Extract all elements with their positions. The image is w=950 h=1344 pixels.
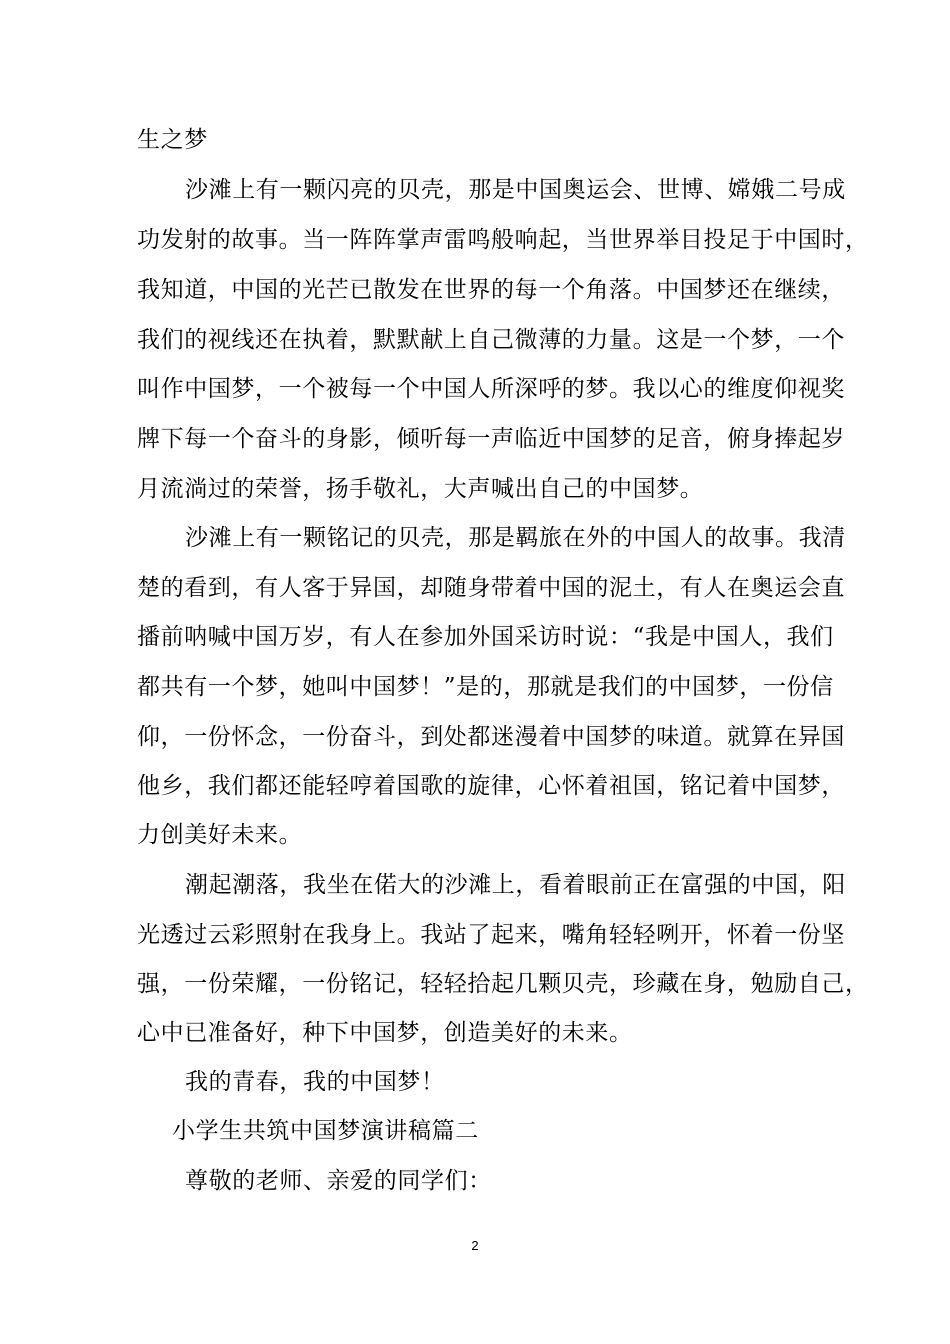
text-line: 力创美好未来。 [137,822,303,848]
text-line: 月流淌过的荣誉，扬手敬礼，大声喊出自己的中国梦。 [137,476,704,502]
text-line: 播前呐喊中国万岁，有人在参加外国采访时说：“我是中国人，我们 [137,624,834,650]
text-line: 光透过云彩照射在我身上。我站了起来，嘴角轻轻咧开，怀着一份坚 [137,922,845,948]
page-number: 2 [471,1238,479,1253]
text-line: 楚的看到，有人客于异国，却随身带着中国的泥土，有人在奥运会直 [137,575,845,601]
text-line: 叫作中国梦，一个被每一个中国人所深呼的梦。我以心的维度仰视奖 [137,376,845,402]
text-line: 他乡，我们都还能轻哼着国歌的旋律，心怀着祖国，铭记着中国梦， [137,773,845,799]
text-line: 沙滩上有一颗铭记的贝壳，那是羁旅在外的中国人的故事。我清 [185,525,846,551]
text-line: 功发射的故事。当一阵阵掌声雷鸣般响起，当世界举目投足于中国时， [137,227,869,253]
text-line: 我的青春，我的中国梦！ [185,1069,445,1095]
text-line: 潮起潮落，我坐在偌大的沙滩上，看着眼前正在富强的中国，阳 [185,872,846,898]
text-line: 心中已准备好，种下中国梦，创造美好的未来。 [137,1020,633,1046]
text-line: 都共有一个梦，她叫中国梦！”是的，那就是我们的中国梦，一份信 [137,674,834,700]
text-line: 我们的视线还在执着，默默献上自己微薄的力量。这是一个梦，一个 [137,327,845,353]
salutation: 尊敬的老师、亲爱的同学们： [185,1168,492,1194]
text-line: 我知道，中国的光芒已散发在世界的每一个角落。中国梦还在继续， [137,277,845,303]
text-line: 生之梦 [137,127,208,153]
text-line: 仰，一份怀念，一份奋斗，到处都迷漫着中国梦的味道。就算在异国 [137,724,845,750]
text-line: 牌下每一个奋斗的身影，倾听每一声临近中国梦的足音，俯身捧起岁 [137,426,845,452]
text-line: 沙滩上有一颗闪亮的贝壳，那是中国奥运会、世博、嫦娥二号成 [185,177,846,203]
section-heading: 小学生共筑中国梦演讲稿篇二 [172,1118,479,1144]
text-line: 强，一份荣耀，一份铭记，轻轻拾起几颗贝壳，珍藏在身，勉励自己， [137,971,869,997]
